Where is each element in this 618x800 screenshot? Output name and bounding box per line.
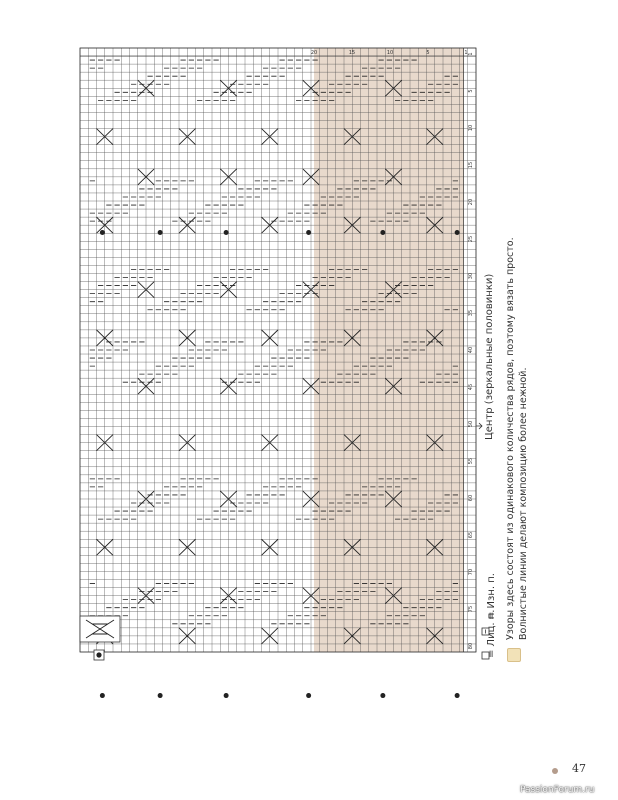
row-number: 55	[468, 457, 474, 465]
bobble-dot	[100, 230, 105, 235]
bobble-dot	[158, 230, 163, 235]
bobble-dot	[158, 693, 163, 698]
row-number: 75	[468, 605, 474, 613]
row-number: 5	[468, 89, 474, 93]
bobble-dot	[306, 693, 311, 698]
row-number: 70	[468, 568, 474, 576]
bobble-dot	[306, 230, 311, 235]
page-number: 47	[572, 762, 586, 775]
row-number: 60	[468, 494, 474, 502]
row-number: 65	[468, 531, 474, 539]
row-number: 45	[468, 383, 474, 391]
row-number: 30	[468, 272, 474, 280]
center-arrow-icon-path	[476, 423, 482, 429]
bobble-dot	[100, 693, 105, 698]
row-number: 35	[468, 309, 474, 317]
row-number: 80	[468, 642, 474, 650]
row-number: 15	[468, 161, 474, 169]
row-number: 1	[468, 52, 474, 56]
description-line-1: Узоры здесь состоят из одинакового количества рядов, поэтому вязать просто.	[505, 237, 516, 640]
column-number: 20	[310, 50, 318, 56]
column-number: 10	[386, 50, 394, 56]
legend-knit-label: = Лиц. п.	[486, 609, 497, 658]
bobble-dot	[224, 230, 229, 235]
legend-purl-label: = Изн. п.	[486, 573, 497, 620]
watermark: PassionForum.ru	[520, 785, 595, 795]
page-dot-icon	[552, 768, 558, 774]
bobble-dot	[455, 693, 460, 698]
row-number: 50	[468, 420, 474, 428]
bobble-dot-icon	[96, 652, 101, 657]
column-number: 1	[464, 50, 468, 56]
column-number: 15	[348, 50, 356, 56]
bobble-dot	[380, 693, 385, 698]
bobble-dot	[455, 230, 460, 235]
description-line-2: Волнистые линии делают композицию более нежной.	[518, 367, 529, 640]
note-icon	[507, 648, 521, 662]
row-number: 20	[468, 198, 474, 206]
row-number: 40	[468, 346, 474, 354]
bobble-dot	[380, 230, 385, 235]
center-label: Центр (зеркальные половинки)	[484, 273, 495, 440]
column-number: 5	[426, 50, 430, 56]
bobble-dot	[224, 693, 229, 698]
center-arrow-icon	[476, 423, 482, 429]
row-number: 25	[468, 235, 474, 243]
row-number: 10	[468, 124, 474, 132]
